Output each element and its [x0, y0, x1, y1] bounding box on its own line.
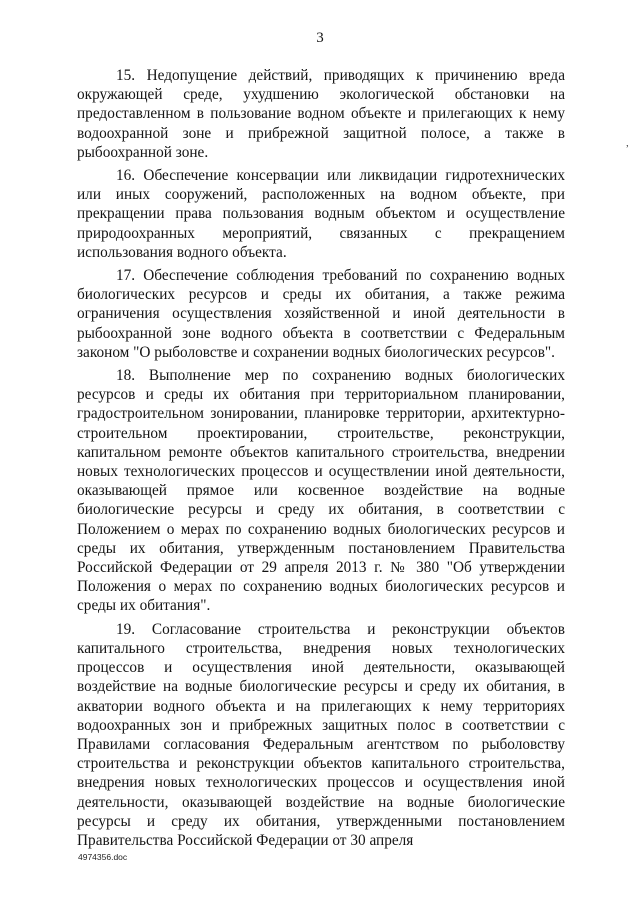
document-file-id: 4974356.doc [78, 852, 128, 862]
page-number: 3 [316, 30, 324, 46]
paragraph-18: 18. Выполнение мер по сохранению водных биологических ресурсов и среды их обитания при территориальном планировании, градостроительном зонировании, планировке территории, архитектурно-строительном проектировании, строительстве, реконструкции, капитальном ремонте объектов капитального строительства, внедрении новых технологических процессов и осуществлении иной деятельности, оказывающей прямое или косвенное воздействие на водные биологические ресурсы и среду их обитания, в соответствии с Положением о мерах по сохранению водных биологических ресурсов и среды их обитания, утвержденным постановлением Правительства Российской Федерации от 29 апреля 2013 г. № 380 "Об утверждении Положения о мерах по сохранению водных биологических ресурсов и среды их обитания". [77, 367, 565, 615]
paragraph-16: 16. Обеспечение консервации или ликвидации гидротехнических или иных сооружений, расположенных на водном объекте, при прекращении права пользования водным объектом и осуществление природоохранных мероприятий, связанных с прекращением использования водного объекта. [77, 167, 565, 261]
margin-mark: , [626, 137, 629, 149]
paragraph-15: 15. Недопущение действий, приводящих к причинению вреда окружающей среде, ухудшению экологической обстановки на предоставленном в пользование водном объекте и прилегающих к нему водоохранной зоне и прибрежной защитной полосе, а также в рыбоохранной зоне. [77, 67, 565, 161]
paragraph-17: 17. Обеспечение соблюдения требований по сохранению водных биологических ресурсов и среды их обитания, а также режима ограничения осуществления хозяйственной и иной деятельности в рыбоохранной зоне водного объекта в соответствии с Федеральным законом "О рыболовстве и сохранении водных биологических ресурсов". [77, 267, 565, 361]
paragraph-19: 19. Согласование строительства и реконструкции объектов капитального строительства, внедрения новых технологических процессов и осуществления иной деятельности, оказывающей воздействие на водные биологические ресурсы и среду их обитания, в акватории водного объекта и на прилегающих к нему территориях водоохранных зон и прибрежных защитных полос в соответствии с Правилами согласования Федеральным агентством по рыболовству строительства и реконструкции объектов капитального строительства, внедрения новых технологических процессов и осуществления иной деятельности, оказывающей воздействие на водные биологические ресурсы и среду их обитания, утвержденными постановлением Правительства Российской Федерации от 30 апреля [77, 620, 565, 849]
document-body [77, 66, 565, 854]
